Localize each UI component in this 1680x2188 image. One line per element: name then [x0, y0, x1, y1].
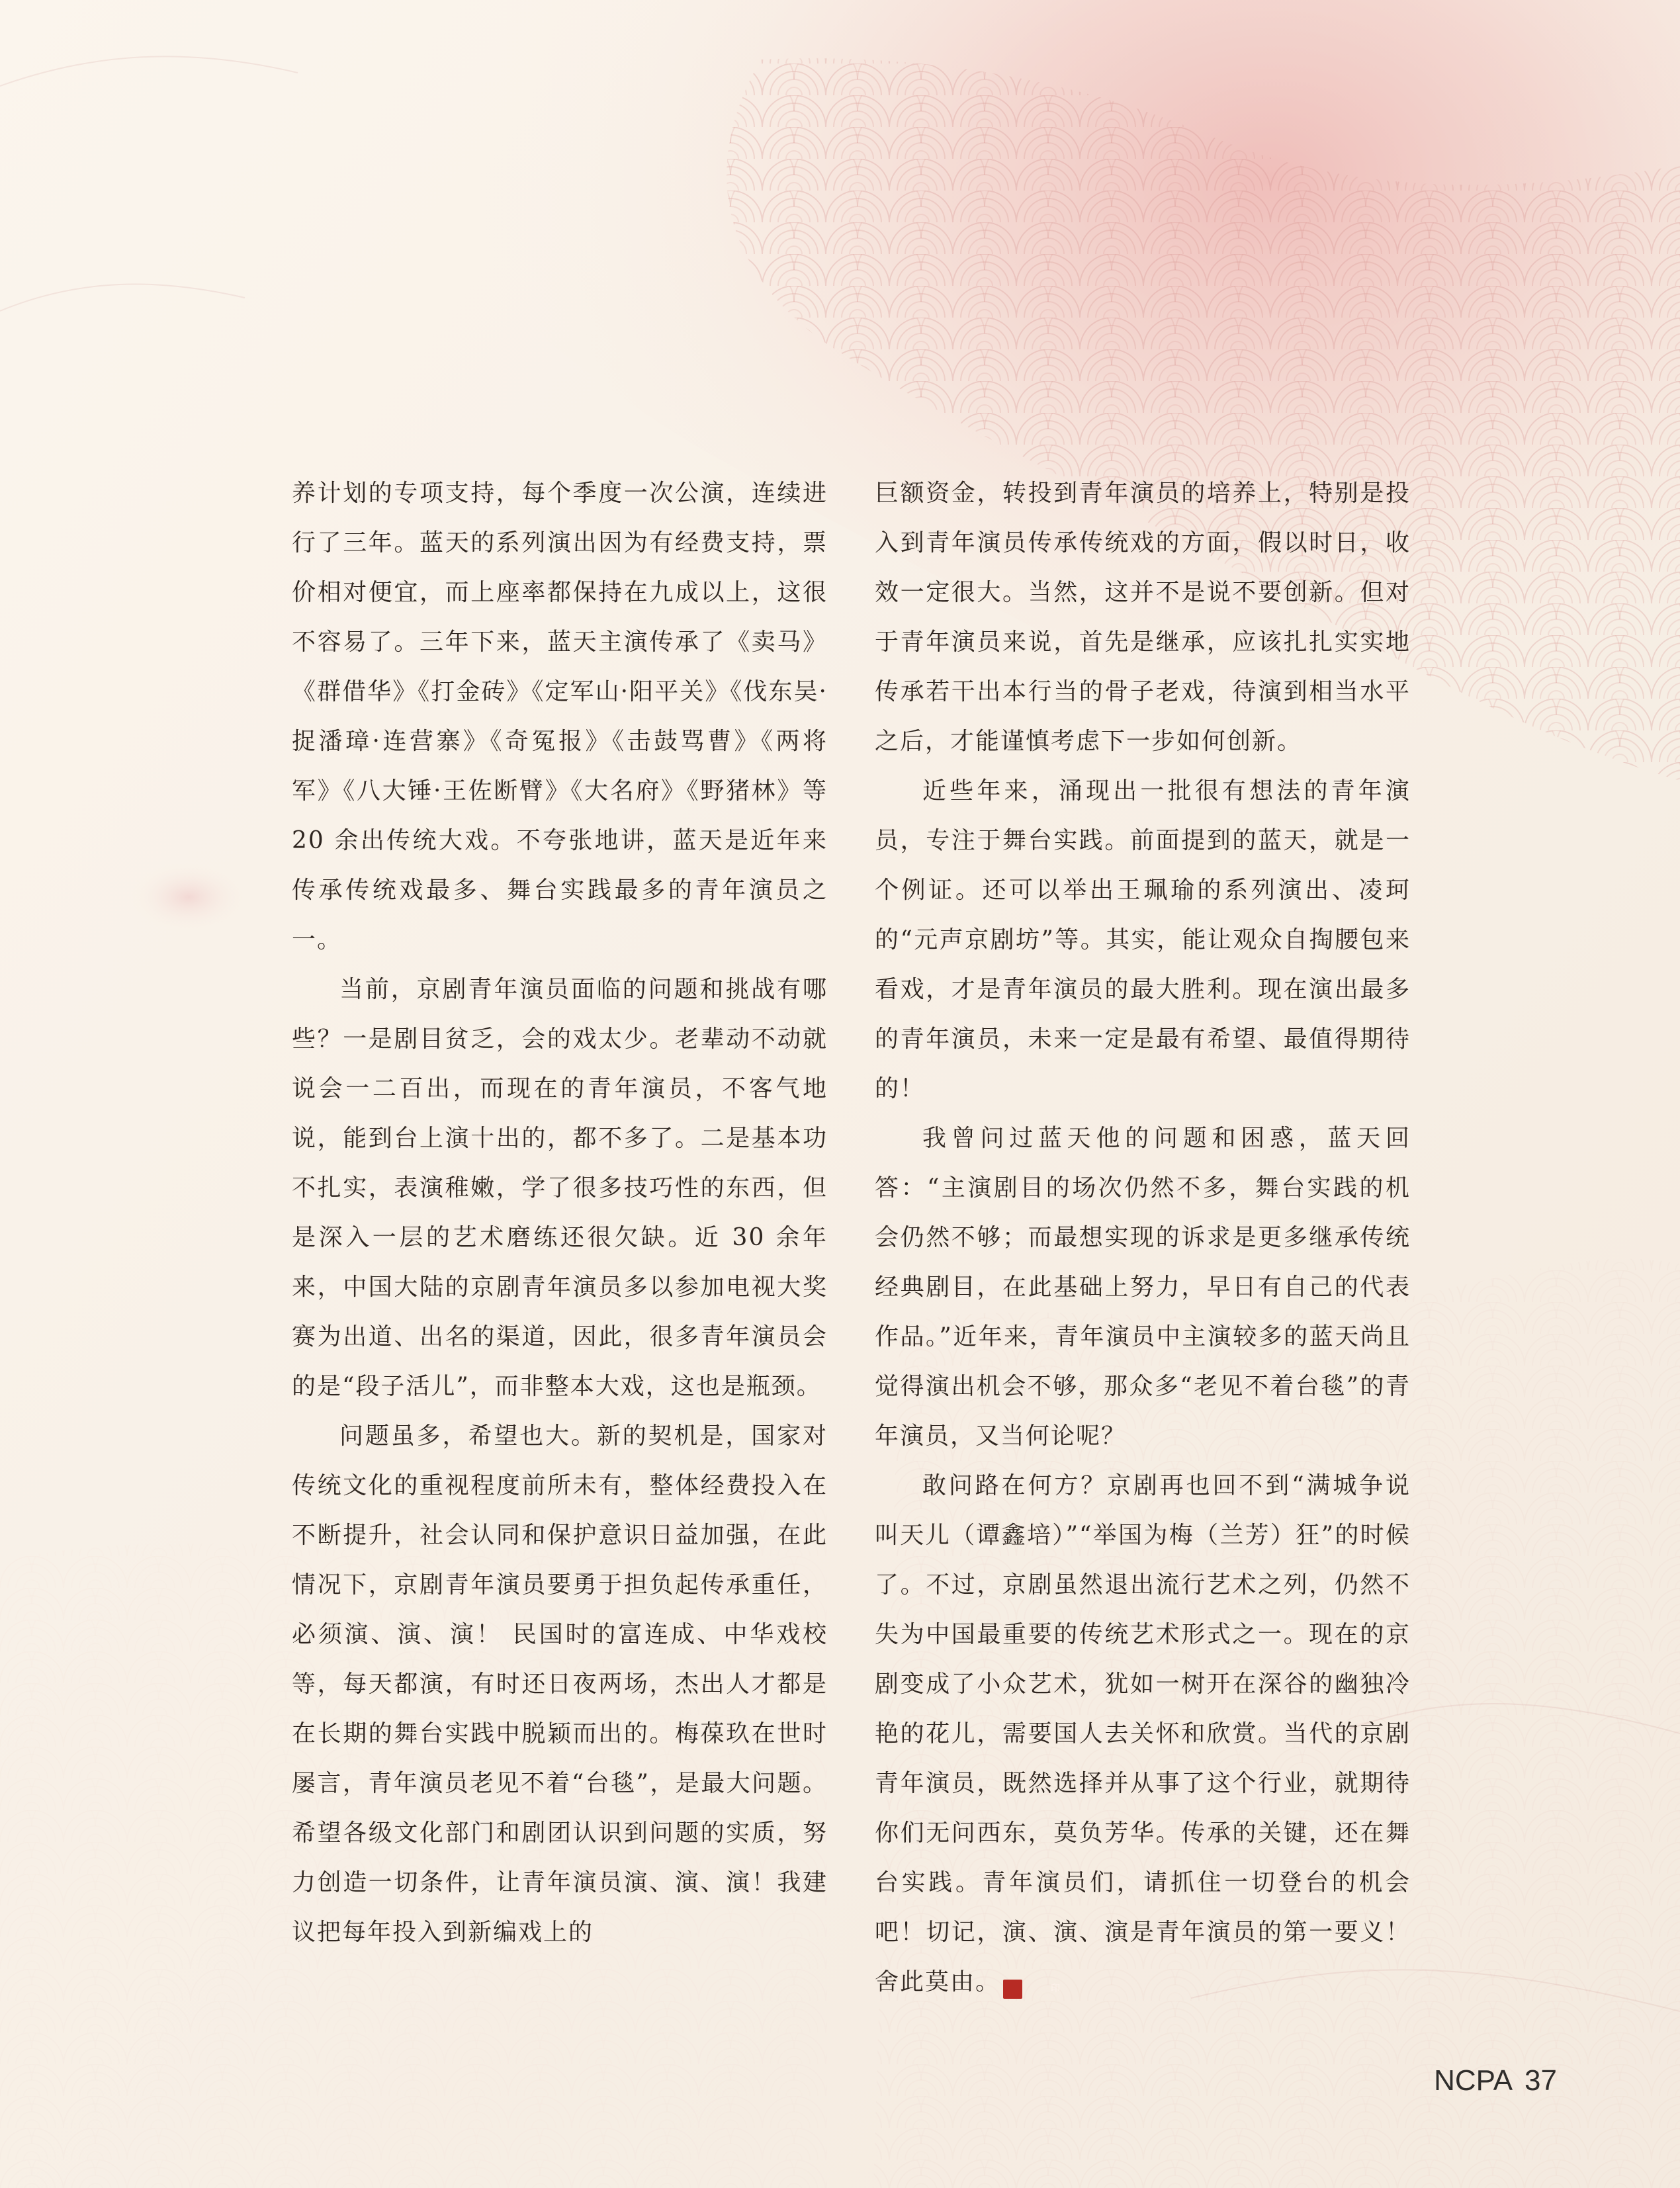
article-paragraph-1: 养计划的专项支持，每个季度一次公演，连续进行了三年。蓝天的系列演出因为有经费支持，票价相对便宜，而上座率都保持在九成以上，这很不容易了。三年下来，蓝天主演传承了《卖马》《群借华》《打金砖》《定军山·阳平关》《伐东吴·捉潘璋·连营寨》《奇冤报》《击鼓骂曹》《两将军》《八大锤·王佐断臂》《大名府》《野猪林》等 20 余出传统大戏。不夸张地讲，蓝天是近年来传承传统戏最多、舞台实践最多的青年演员之一。 [292, 480, 828, 953]
article-right-column [875, 468, 1411, 2007]
magazine-name: NCPA [1434, 2064, 1513, 2097]
article-paragraph-3: 问题虽多，希望也大。新的契机是，国家对传统文化的重视程度前所未有，整体经费投入在不断提升，社会认同和保护意识日益加强，在此情况下，京剧青年演员要勇于担负起传承重任，必须演、演、演！ 民国时的富连成、中华戏校等，每天都演，有时还日夜两场，杰出人才都是在长期的舞台实践中脱颖而出的。梅葆玖在世时屡言，青年演员老见不着“台毯”，是最大问题。希望各级文化部门和剧团认识到问题的实质，努力创造一切条件，让青年演员演、演、演！我建议把每年投入到新编戏上的 [292, 1422, 828, 1946]
article-left-column [292, 468, 828, 1957]
page-number: 37 [1525, 2064, 1557, 2097]
article-paragraph-4: 巨额资金，转投到青年演员的培养上，特别是投入到青年演员传承传统戏的方面，假以时日，收效一定很大。当然，这并不是说不要创新。但对于青年演员来说，首先是继承，应该扎扎实实地传承若干出本行当的骨子老戏，待演到相当水平之后，才能谨慎考虑下一步如何创新。 [875, 480, 1411, 755]
red-seal-icon: 印 [1003, 1980, 1022, 1999]
article-paragraph-2: 当前，京剧青年演员面临的问题和挑战有哪些？一是剧目贫乏，会的戏太少。老辈动不动就说会一二百出，而现在的青年演员，不客气地说，能到台上演十出的，都不多了。二是基本功不扎实，表演稚嫩，学了很多技巧性的东西，但是深入一层的艺术磨练还很欠缺。近 30 余年来，中国大陆的京剧青年演员多以参加电视大奖赛为出道、出名的渠道，因此，很多青年演员会的是“段子活儿”，而非整本大戏，这也是瓶颈。 [292, 976, 828, 1400]
page-footer [1434, 2064, 1557, 2097]
article-paragraph-5: 近些年来，涌现出一批很有想法的青年演员，专注于舞台实践。前面提到的蓝天，就是一个例证。还可以举出王珮瑜的系列演出、凌珂的“元声京剧坊”等。其实，能让观众自掏腰包来看戏，才是青年演员的最大胜利。现在演出最多的青年演员，未来一定是最有希望、最值得期待的！ [875, 777, 1411, 1102]
article-paragraph-7-text: 敢问路在何方？京剧再也回不到“满城争说叫天儿（谭鑫培）”“举国为梅（兰芳）狂”的时候了。不过，京剧虽然退出流行艺术之列，仍然不失为中国最重要的传统艺术形式之一。现在的京剧变成了小众艺术，犹如一树开在深谷的幽独冷艳的花儿，需要国人去关怀和欣赏。当代的京剧青年演员，既然选择并从事了这个行业，就期待你们无问西东，莫负芳华。传承的关键，还在舞台实践。青年演员们，请抓住一切登台的机会吧！切记，演、演、演是青年演员的第一要义！舍此莫由。 [875, 1472, 1411, 1995]
article-paragraph-7 [875, 1461, 1411, 2007]
article-paragraph-6: 我曾问过蓝天他的问题和困惑，蓝天回答：“主演剧目的场次仍然不多，舞台实践的机会仍然不够；而最想实现的诉求是更多继承传统经典剧目，在此基础上努力，早日有自己的代表作品。”近年来，青年演员中主演较多的蓝天尚且觉得演出机会不够，那众多“老见不着台毯”的青年演员，又当何论呢？ [875, 1125, 1411, 1450]
